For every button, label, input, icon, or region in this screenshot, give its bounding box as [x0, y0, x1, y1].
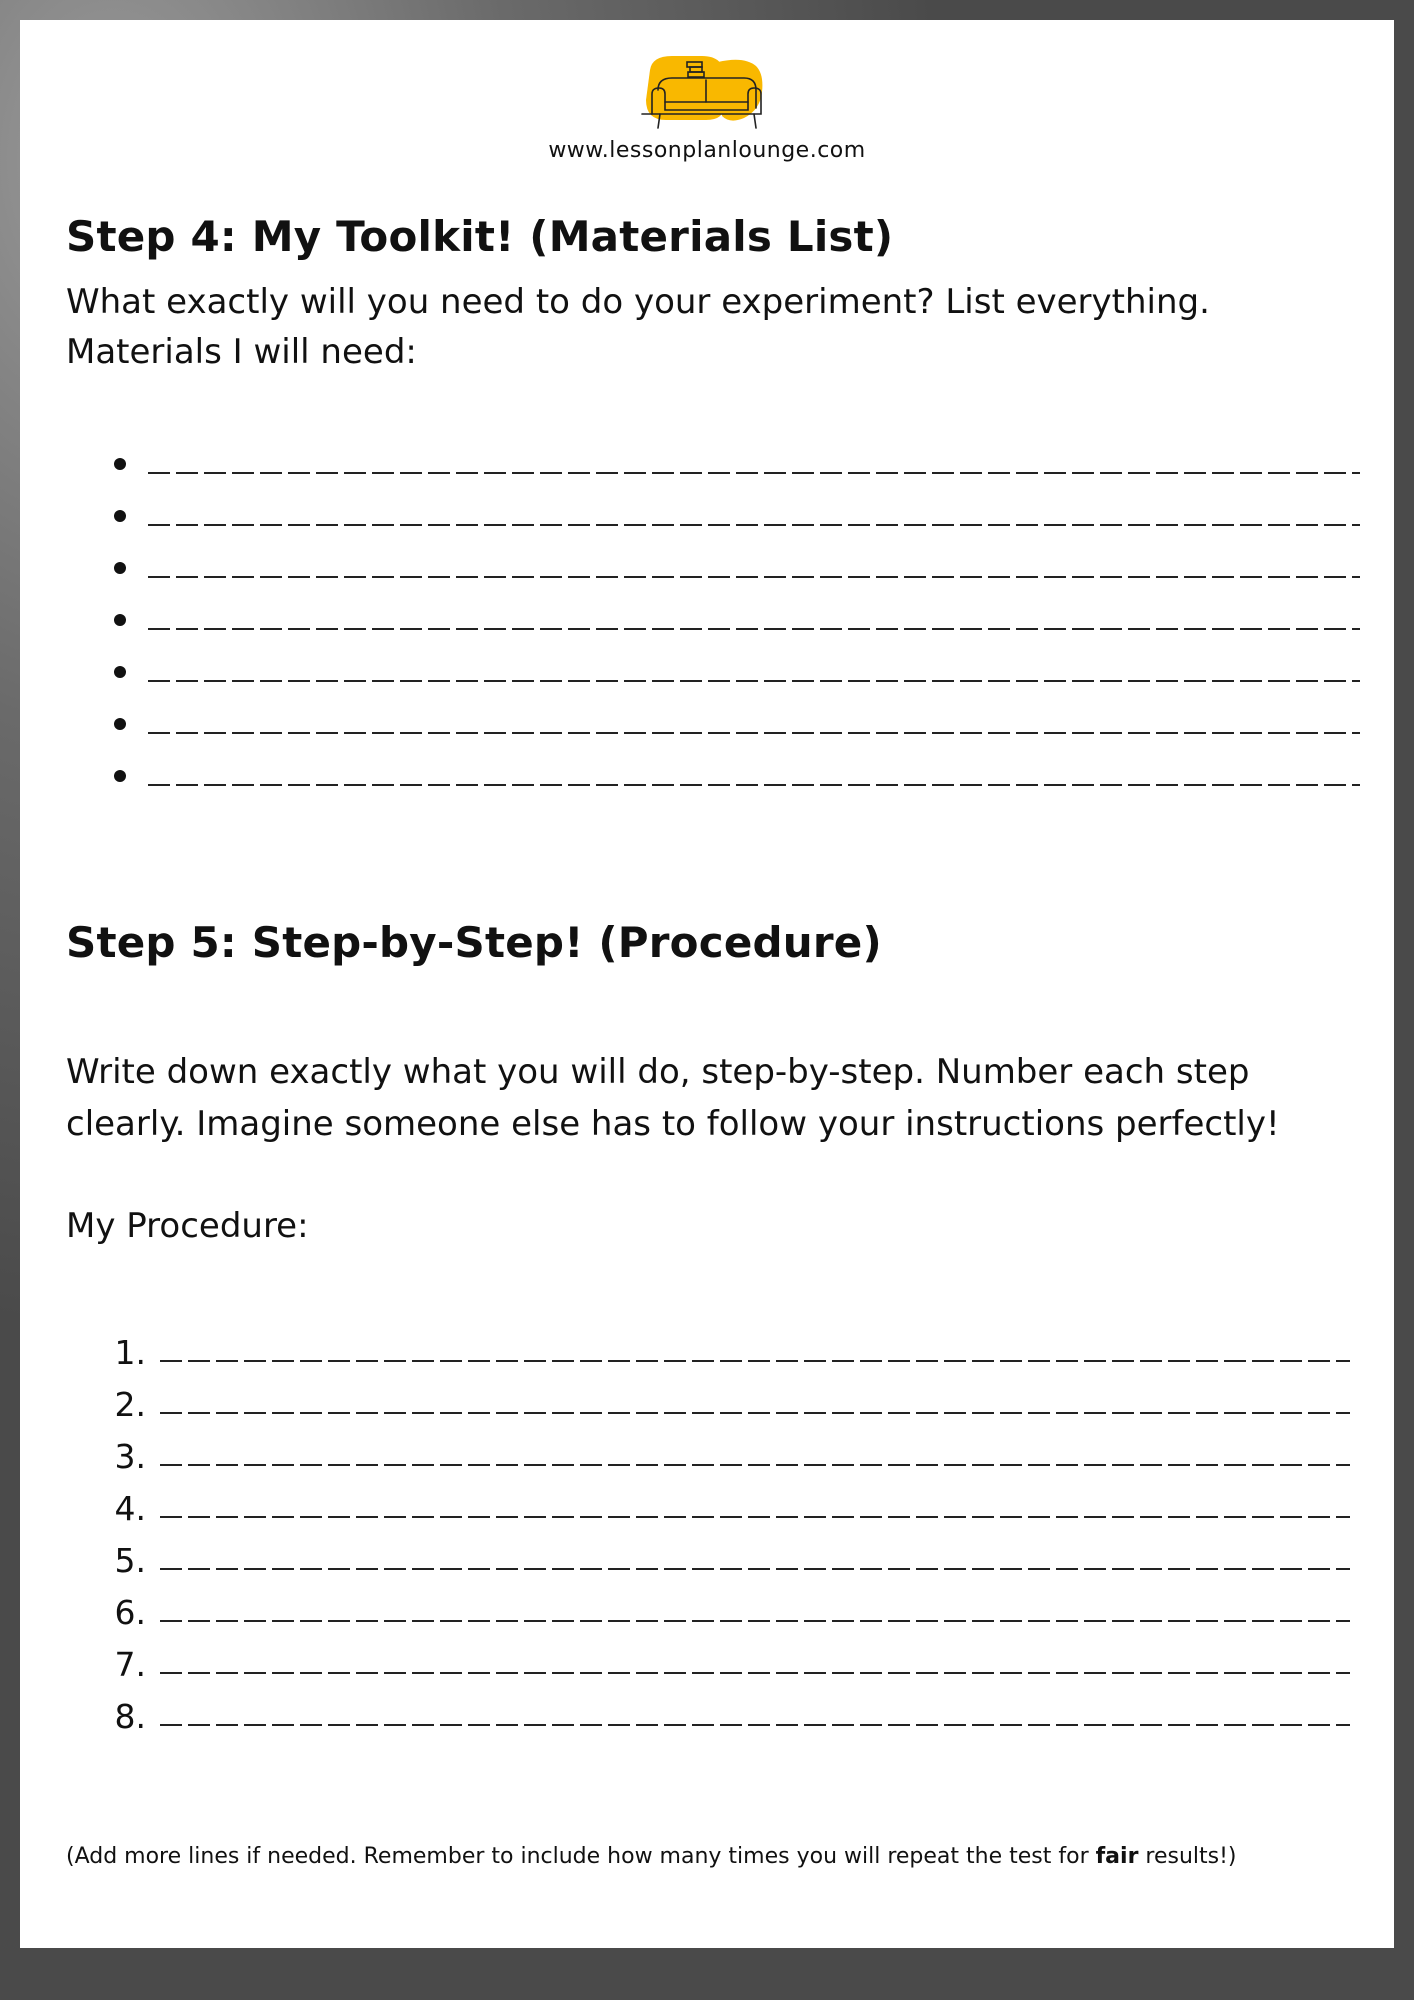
step4-label: Materials I will need: [66, 332, 417, 372]
materials-blank[interactable] [148, 558, 1360, 578]
armchair-icon [632, 48, 782, 138]
step-number: 4. [114, 1488, 146, 1528]
procedure-step [66, 1586, 1366, 1638]
bullet-icon [114, 718, 126, 730]
step5-title: Step 5: Step-by-Step! (Procedure) [66, 918, 882, 967]
materials-item [66, 750, 1366, 802]
step-number: 3. [114, 1436, 146, 1476]
bullet-icon [114, 562, 126, 574]
step4-title: Step 4: My Toolkit! (Materials List) [66, 212, 894, 261]
step5-instruction: Write down exactly what you will do, step-by-step. Number each step clearly. Imagine someone else has to follow your instructions perfectly! [66, 1052, 1280, 1144]
step-number: 2. [114, 1384, 146, 1424]
footnote-emphasis: fair [1095, 1844, 1139, 1869]
site-url[interactable]: www.lessonplanlounge.com [548, 138, 866, 163]
materials-blank[interactable] [148, 454, 1360, 474]
bullet-icon [114, 666, 126, 678]
procedure-blank[interactable] [160, 1394, 1350, 1414]
step-number: 7. [114, 1644, 146, 1684]
materials-blank[interactable] [148, 766, 1360, 786]
bullet-icon [114, 770, 126, 782]
step-number: 8. [114, 1696, 146, 1736]
materials-item [66, 490, 1366, 542]
procedure-step [66, 1326, 1366, 1378]
procedure-blank[interactable] [160, 1654, 1350, 1674]
procedure-step [66, 1690, 1366, 1742]
materials-item [66, 698, 1366, 750]
footnote-text-start: (Add more lines if needed. Remember to include how many times you will repeat the test for [66, 1844, 1096, 1869]
procedure-step [66, 1430, 1366, 1482]
step-number: 6. [114, 1592, 146, 1632]
bullet-icon [114, 614, 126, 626]
procedure-blank[interactable] [160, 1498, 1350, 1518]
materials-list [66, 438, 1366, 802]
worksheet-page [20, 20, 1394, 1948]
procedure-blank[interactable] [160, 1446, 1350, 1466]
materials-item [66, 542, 1366, 594]
procedure-blank[interactable] [160, 1706, 1350, 1726]
footnote-text-end: results!) [1138, 1844, 1237, 1869]
materials-item [66, 646, 1366, 698]
procedure-step [66, 1534, 1366, 1586]
procedure-step [66, 1378, 1366, 1430]
step-number: 1. [114, 1332, 146, 1372]
materials-blank[interactable] [148, 610, 1360, 630]
materials-blank[interactable] [148, 714, 1360, 734]
procedure-step [66, 1482, 1366, 1534]
bullet-icon [114, 458, 126, 470]
procedure-list [66, 1326, 1366, 1742]
footnote [66, 1844, 1237, 1869]
bullet-icon [114, 510, 126, 522]
logo [20, 48, 1394, 142]
step-number: 5. [114, 1540, 146, 1580]
procedure-blank[interactable] [160, 1342, 1350, 1362]
procedure-blank[interactable] [160, 1550, 1350, 1570]
materials-item [66, 594, 1366, 646]
materials-blank[interactable] [148, 506, 1360, 526]
step5-label: My Procedure: [66, 1206, 309, 1246]
step4-instruction: What exactly will you need to do your experiment? List everything. [66, 282, 1210, 322]
procedure-step [66, 1638, 1366, 1690]
procedure-blank[interactable] [160, 1602, 1350, 1622]
materials-item [66, 438, 1366, 490]
materials-blank[interactable] [148, 662, 1360, 682]
